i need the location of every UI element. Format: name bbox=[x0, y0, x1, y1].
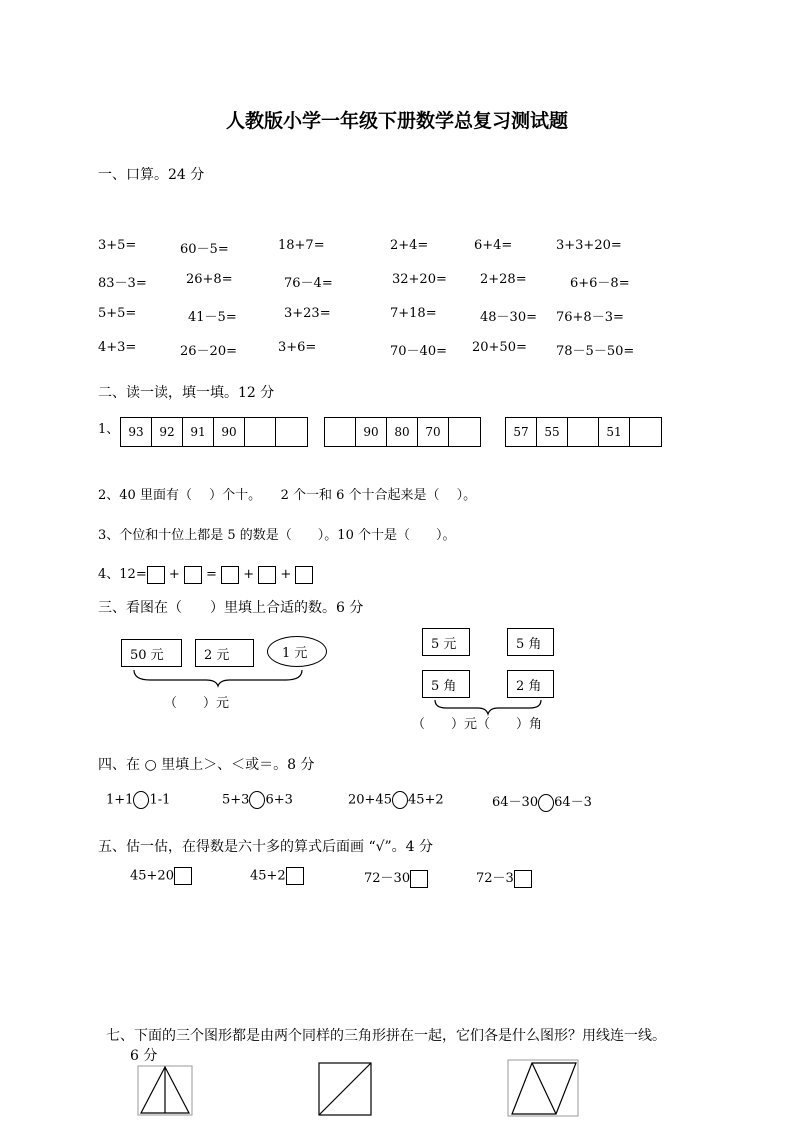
answer-box[interactable] bbox=[184, 566, 202, 584]
plus-sign: + bbox=[280, 567, 292, 582]
compare-left: 1+1 bbox=[106, 792, 134, 808]
calc-item: 32+20= bbox=[392, 272, 447, 287]
answer-box[interactable] bbox=[295, 566, 313, 584]
calc-item: 5+5= bbox=[98, 306, 137, 321]
calc-item: 26+8= bbox=[186, 272, 233, 287]
seq-blank[interactable] bbox=[245, 418, 276, 446]
seq-blank[interactable] bbox=[630, 418, 661, 446]
estimate-expr: 45+20 bbox=[130, 868, 174, 884]
compare-circle[interactable] bbox=[392, 791, 408, 809]
compare-circle[interactable] bbox=[249, 791, 265, 809]
section-2-heading: 二、读一读，填一填。12 分 bbox=[98, 385, 275, 401]
equals-sign: = bbox=[206, 567, 217, 582]
question-3: 3、个位和十位上都是 5 的数是（ ）。10 个十是（ ）。 bbox=[98, 528, 456, 543]
money-coin-1yuan: 1 元 bbox=[267, 636, 327, 667]
check-box[interactable] bbox=[286, 867, 304, 885]
plus-sign: + bbox=[243, 567, 255, 582]
estimate-expr: 45+2 bbox=[250, 868, 286, 884]
calc-item: 3+5= bbox=[98, 238, 137, 253]
calc-item: 60－5= bbox=[180, 242, 229, 257]
answer-box[interactable] bbox=[147, 566, 165, 584]
compare-item bbox=[106, 791, 170, 809]
plus-sign: + bbox=[168, 567, 180, 582]
parallelogram-shape bbox=[506, 1058, 580, 1118]
seq-cell: 51 bbox=[599, 418, 630, 446]
seq-cell: 91 bbox=[183, 418, 214, 446]
section-7-heading: 七、下面的三个图形都是由两个同样的三角形拼在一起，它们各是什么图形？用线连一线。 bbox=[106, 1028, 666, 1044]
seq-cell: 57 bbox=[506, 418, 537, 446]
calc-item: 26－20= bbox=[180, 344, 237, 359]
calc-item: 83－3= bbox=[98, 276, 147, 291]
estimate-item bbox=[250, 867, 304, 885]
q4-prefix: 4、12= bbox=[98, 567, 147, 582]
calc-item: 41－5= bbox=[188, 310, 237, 325]
money-card-2yuan: 2 元 bbox=[195, 639, 254, 667]
calc-item: 4+3= bbox=[98, 340, 137, 355]
seq-blank[interactable] bbox=[325, 418, 356, 446]
calc-item: 70－40= bbox=[390, 344, 447, 359]
seq-blank[interactable] bbox=[276, 418, 307, 446]
seq-cell: 92 bbox=[152, 418, 183, 446]
estimate-expr: 72－30 bbox=[364, 871, 411, 886]
calc-item: 76+8－3= bbox=[556, 310, 624, 325]
section-3-heading: 三、看图在（ ）里填上合适的数。6 分 bbox=[98, 600, 364, 616]
section-7-score: 6 分 bbox=[130, 1048, 158, 1064]
calc-item: 76－4= bbox=[284, 276, 333, 291]
answer-box[interactable] bbox=[258, 566, 276, 584]
calc-item: 6+4= bbox=[474, 238, 513, 253]
compare-right: 45+2 bbox=[407, 792, 444, 808]
compare-left: 64－30 bbox=[492, 795, 539, 810]
money-card-5yuan: 5 元 bbox=[422, 628, 470, 656]
money-card-5jiao-top: 5 角 bbox=[507, 628, 554, 656]
right-answer: （ ）元（ ）角 bbox=[412, 717, 543, 732]
seq-cell: 90 bbox=[356, 418, 387, 446]
section-4-heading: 四、在 ○ 里填上＞、＜或＝。8 分 bbox=[98, 757, 315, 773]
calc-item: 20+50= bbox=[472, 340, 527, 355]
compare-item bbox=[492, 791, 592, 812]
seq-blank[interactable] bbox=[568, 418, 599, 446]
seq-cell: 90 bbox=[214, 418, 245, 446]
calc-item: 78－5－50= bbox=[556, 344, 635, 359]
calc-item: 6+6－8= bbox=[570, 276, 630, 291]
page-title: 人教版小学一年级下册数学总复习测试题 bbox=[226, 110, 569, 132]
estimate-item bbox=[130, 867, 192, 885]
calc-item: 7+18= bbox=[390, 306, 437, 321]
left-answer: （ ）元 bbox=[164, 696, 230, 711]
seq-blank[interactable] bbox=[449, 418, 480, 446]
money-card-5jiao: 5 角 bbox=[422, 670, 470, 698]
money-card-50yuan: 50 元 bbox=[121, 639, 182, 667]
compare-circle[interactable] bbox=[133, 791, 149, 809]
left-brace-icon bbox=[130, 668, 305, 688]
calc-item: 18+7= bbox=[278, 238, 325, 253]
answer-box[interactable] bbox=[221, 566, 239, 584]
compare-left: 20+45 bbox=[348, 792, 392, 808]
number-sequence-1 bbox=[120, 417, 308, 447]
section-5-heading: 五、估一估，在得数是六十多的算式后面画 “√”。4 分 bbox=[98, 839, 434, 855]
check-box[interactable] bbox=[514, 870, 532, 888]
calc-item: 3+6= bbox=[278, 340, 317, 355]
question-2: 2、40 里面有（ ）个十。 2 个一和 6 个十合起来是（ ）。 bbox=[98, 488, 477, 503]
estimate-item bbox=[364, 867, 428, 888]
calc-item: 3+3+20= bbox=[556, 238, 622, 253]
seq-cell: 70 bbox=[418, 418, 449, 446]
check-box[interactable] bbox=[174, 867, 192, 885]
triangle-pair-shape bbox=[136, 1064, 194, 1116]
compare-left: 5+3 bbox=[222, 792, 250, 808]
question-4 bbox=[98, 563, 313, 584]
calc-item: 48－30= bbox=[480, 310, 537, 325]
q1-label: 1、 bbox=[98, 422, 120, 437]
compare-item bbox=[348, 791, 444, 809]
estimate-expr: 72－3 bbox=[476, 871, 514, 886]
money-card-2jiao: 2 角 bbox=[507, 670, 554, 698]
check-box[interactable] bbox=[410, 870, 428, 888]
seq-cell: 80 bbox=[387, 418, 418, 446]
compare-item bbox=[222, 791, 293, 809]
number-sequence-2 bbox=[324, 417, 481, 447]
section-1-heading: 一、口算。24 分 bbox=[98, 167, 205, 183]
seq-cell: 93 bbox=[121, 418, 152, 446]
square-diagonal-shape bbox=[317, 1061, 375, 1117]
calc-item: 2+4= bbox=[390, 238, 429, 253]
number-sequence-3 bbox=[505, 417, 662, 447]
seq-cell: 55 bbox=[537, 418, 568, 446]
calc-item: 3+23= bbox=[284, 306, 331, 321]
compare-right: 1-1 bbox=[149, 792, 171, 808]
compare-right: 64－3 bbox=[554, 795, 592, 810]
estimate-item bbox=[476, 867, 532, 888]
compare-right: 6+3 bbox=[265, 792, 293, 808]
compare-circle[interactable] bbox=[538, 794, 554, 812]
calc-item: 2+28= bbox=[480, 272, 527, 287]
